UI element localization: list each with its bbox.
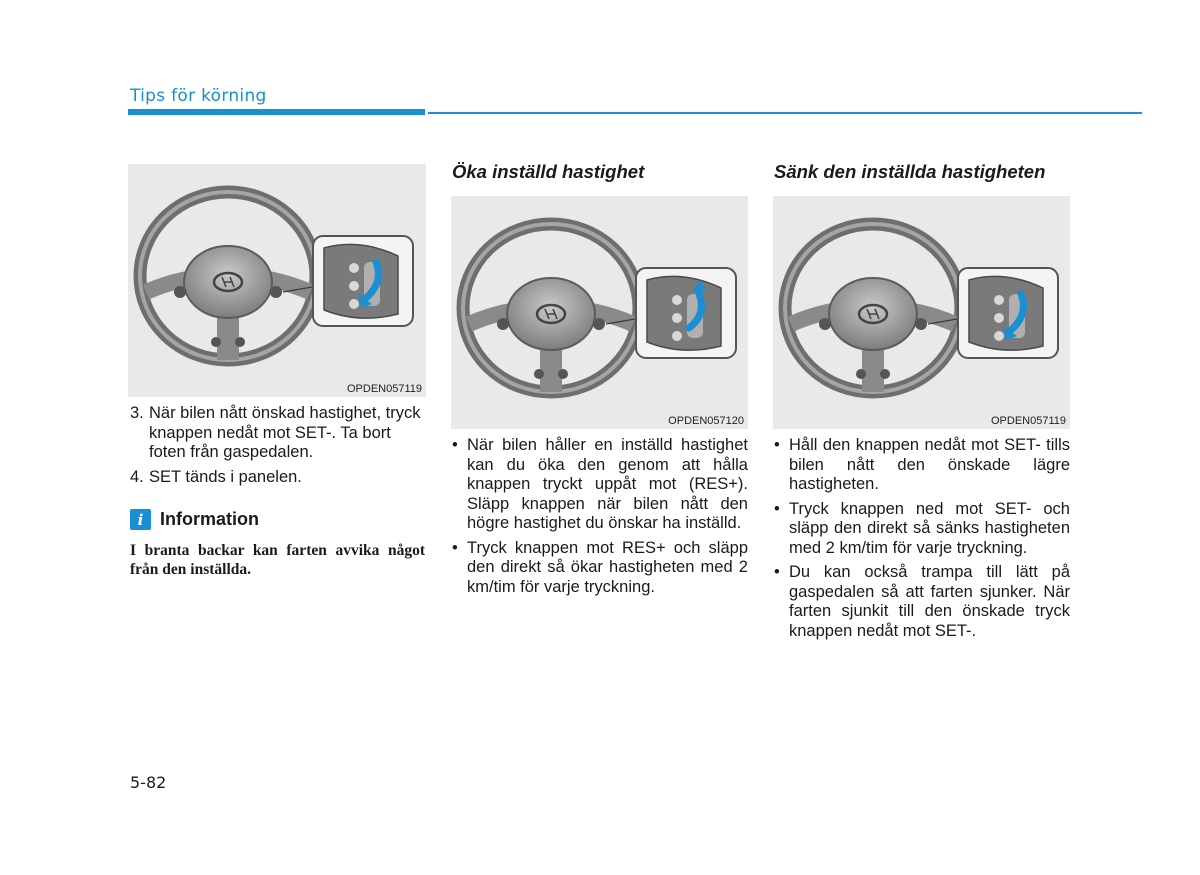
header-rule — [428, 112, 1142, 114]
steering-wheel-figure-set — [128, 164, 426, 397]
list-item: • Du kan också trampa till lätt på gaspedalen så att farten sjunker. När farten sjunkit till den önskade tryck knappen nedåt mot SET-. — [773, 563, 1070, 641]
info-text: I branta backar kan farten avvika något från den inställda. — [130, 542, 425, 578]
info-heading — [130, 509, 259, 530]
list-item — [130, 468, 426, 488]
list-item — [130, 404, 426, 463]
list-item: • Tryck knappen mot RES+ och släpp den direkt så ökar hastigheten med 2 km/tim för varje tryckning. — [451, 539, 748, 598]
steering-wheel-illustration — [773, 196, 1070, 429]
info-title: Information — [160, 509, 259, 529]
list-item: • Håll den knappen nedåt mot SET- tills bilen nått den önskade lägre hastigheten. — [773, 436, 1070, 495]
heading-increase-speed: Öka inställd hastighet — [452, 161, 645, 182]
figure-code: OPDEN057119 — [990, 415, 1066, 427]
page-number: 5-82 — [130, 773, 167, 792]
numbered-steps — [130, 404, 426, 492]
header-accent-bar — [128, 109, 425, 115]
step-text: När bilen nått önskad hastighet, tryck knappen nedåt mot SET-. Ta bort foten från gaspedalen. — [149, 404, 421, 461]
step-text: SET tänds i panelen. — [149, 467, 302, 486]
section-title: Tips för körning — [130, 86, 267, 106]
figure-code: OPDEN057120 — [668, 415, 744, 427]
bullet-list-increase — [451, 436, 748, 602]
step-number: 3. — [130, 404, 144, 422]
bullet-list-decrease — [773, 436, 1070, 646]
figure-code: OPDEN057119 — [346, 383, 422, 395]
steering-wheel-illustration — [128, 164, 426, 397]
list-item: • Tryck knappen ned mot SET- och släpp den direkt så sänks hastigheten med 2 km/tim för varje tryckning. — [773, 500, 1070, 559]
list-item: • När bilen håller en inställd hastighet kan du öka den genom att hålla knappen tryckt uppåt mot (RES+). Släpp knappen när bilen nått den högre hastighet du önskar ha inställd. — [451, 436, 748, 534]
steering-wheel-figure-set-decrease — [773, 196, 1070, 429]
info-icon: i — [130, 509, 151, 530]
steering-wheel-illustration — [451, 196, 748, 429]
steering-wheel-figure-res — [451, 196, 748, 429]
step-number: 4. — [130, 467, 144, 486]
heading-decrease-speed: Sänk den inställda hastigheten — [774, 161, 1046, 182]
